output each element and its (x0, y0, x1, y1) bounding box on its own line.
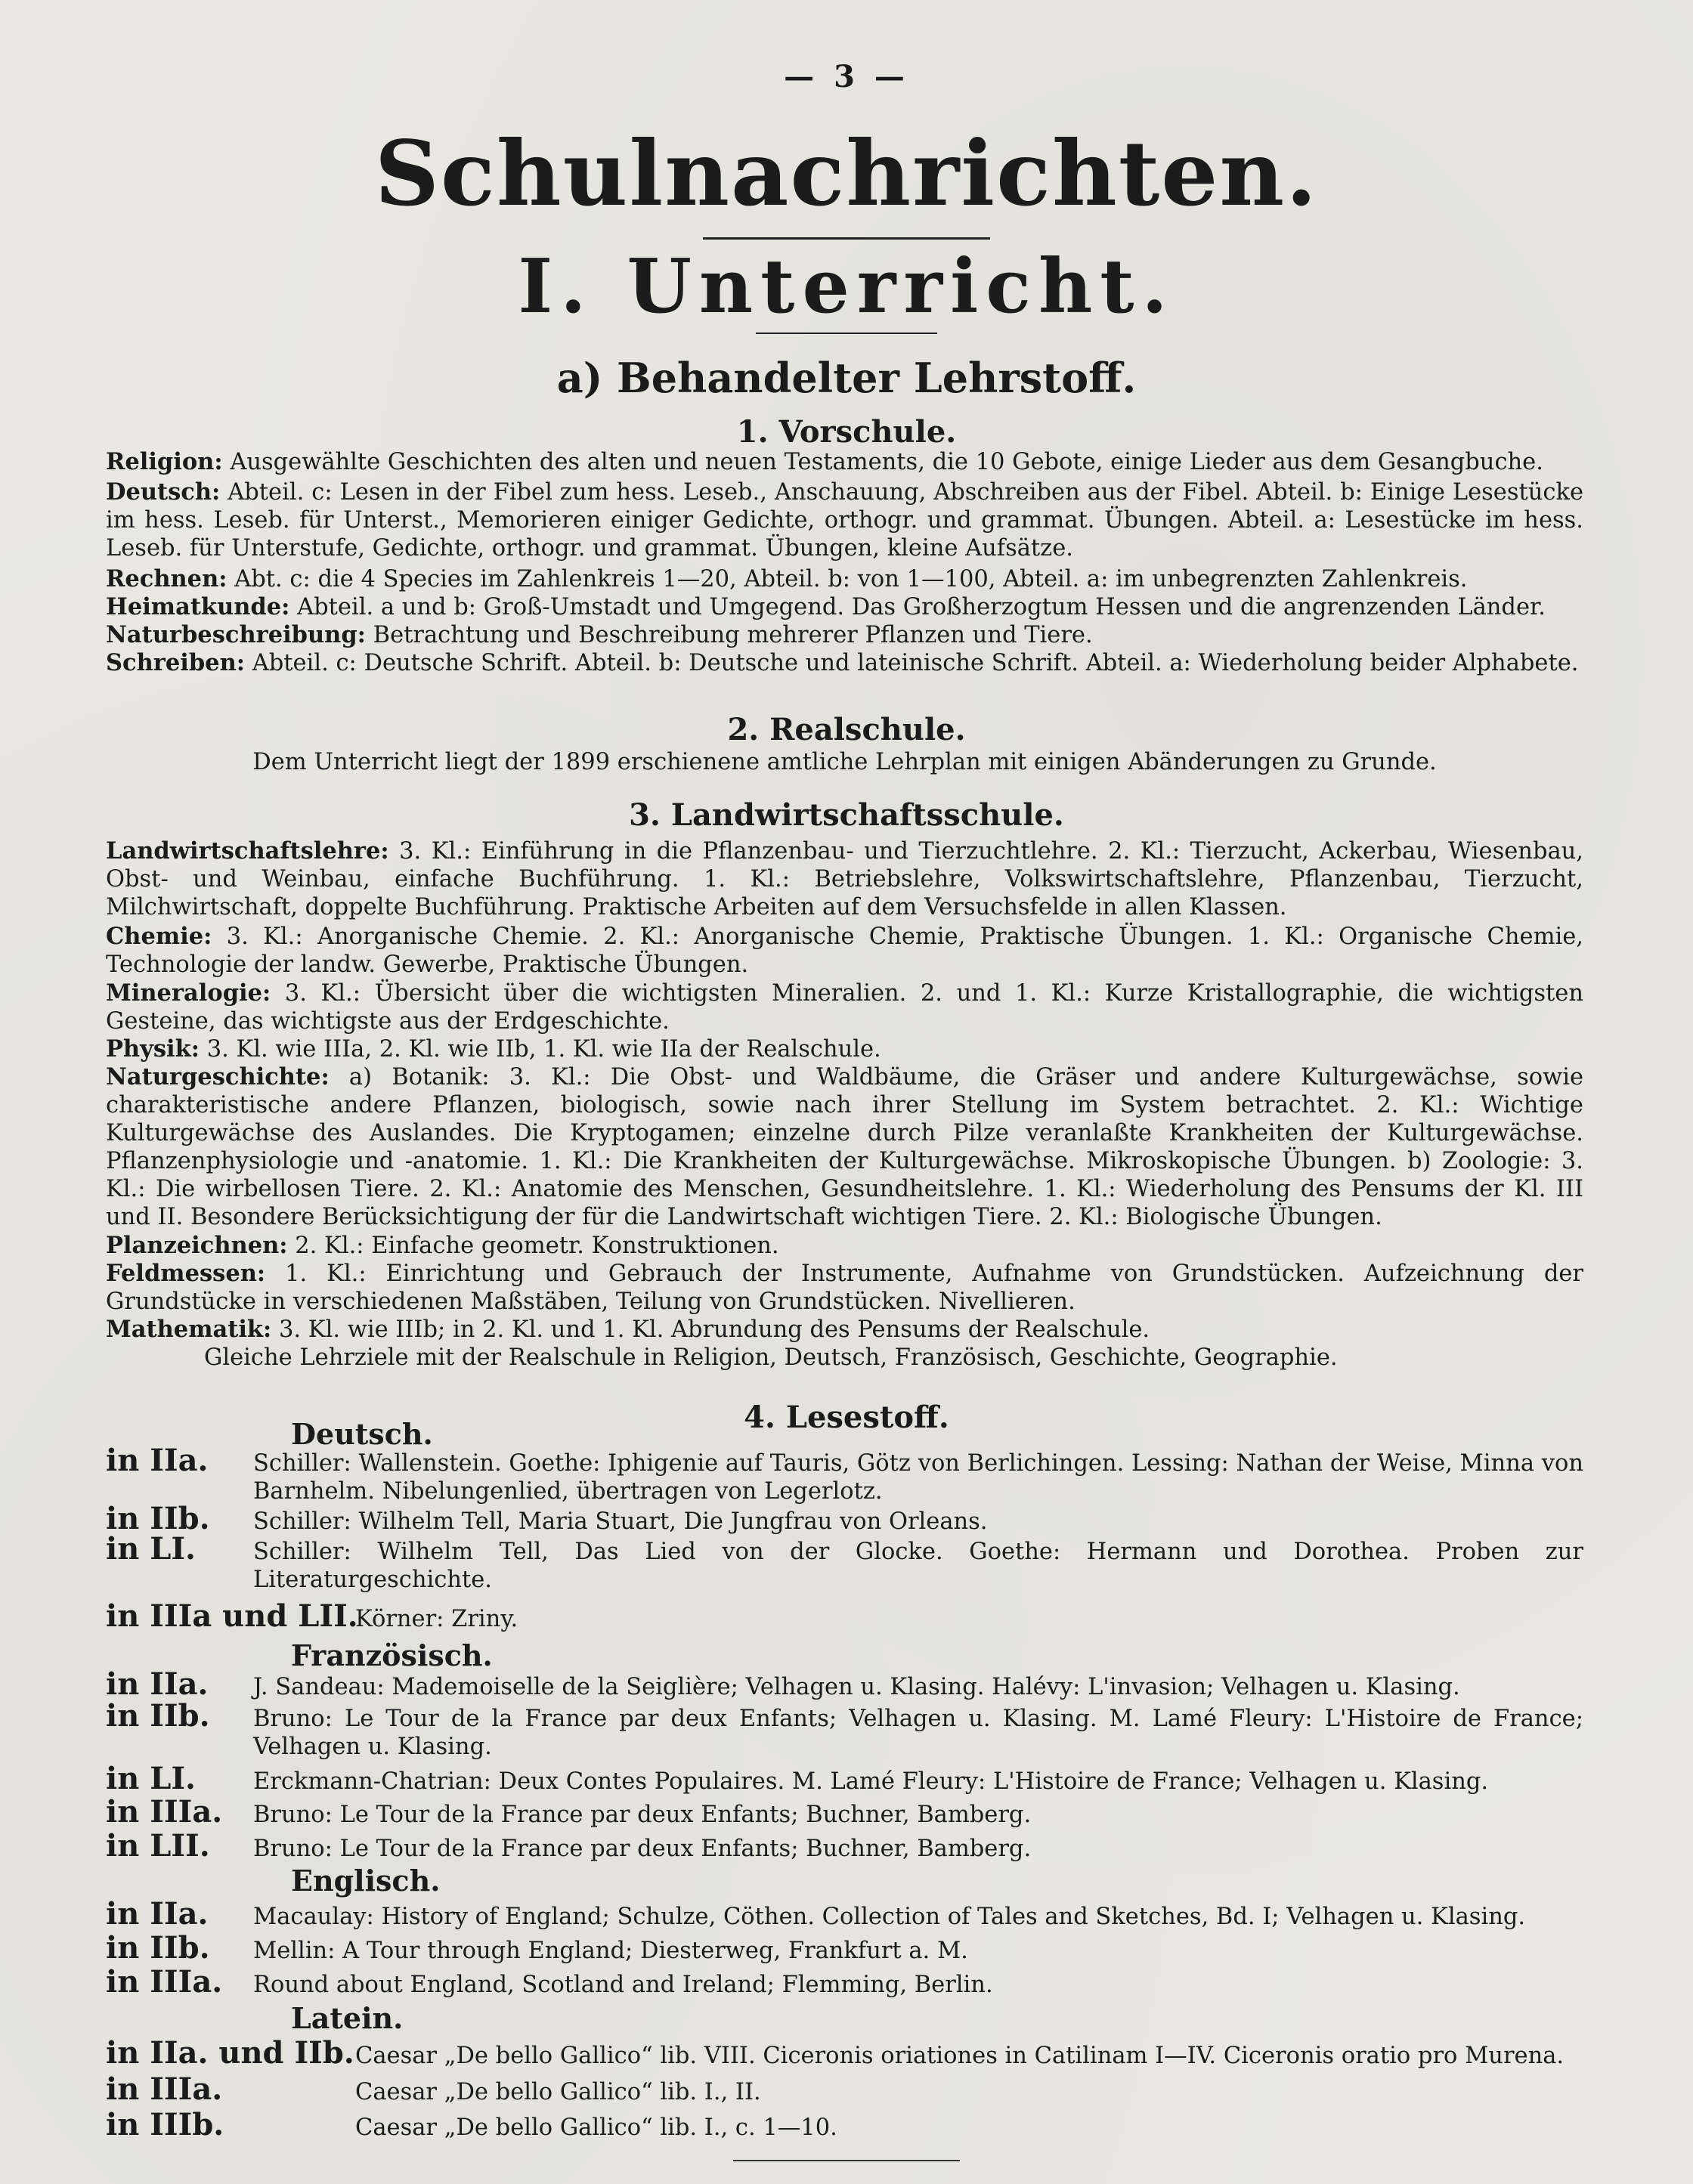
subject-text: Betrachtung und Beschreibung mehrerer Pflanzen und Tiere. (373, 622, 1093, 648)
subject-text: a) Botanik: 3. Kl.: Die Obst- und Waldbäume, die Gräser und andere Kulturgewächse, sowie charakteristische andere Pflanzen, biologisch, sowie nach ihrer Stellung im System betrachtet. 2. Kl.: Wichtige Kulturgewächse des Auslandes. Die Kryptogamen; einzelne durch Pilze veranlaßte Krankheiten der Kulturgewächse. Pflanzenphysiologie und -anatomie. 1. Kl.: Die Krankheiten der Kulturgewächse. Mikroskopische Übungen. b) Zoologie: 3. Kl.: Die wirbellosen Tiere. 2. Kl.: Anatomie des Menschen, Gesundheitslehre. 1. Kl.: Wiederholung des Pensums der Kl. III und II. Besondere Berücksichtigung der für die Landwirtschaft wichtigen Tiere. 2. Kl.: Biologische Übungen. (106, 1064, 1583, 1230)
subject-text: 3. Kl.: Anorganische Chemie. 2. Kl.: Anorganische Chemie, Praktische Übungen. 1. Kl.: Organische Chemie, Technologie der landw. Gewerbe, Praktische Übungen. (106, 923, 1583, 978)
subject-label: Mathematik: (106, 1316, 272, 1343)
lesestoff-franzoesisch-heading: Französisch. (291, 1638, 493, 1672)
subject-text: 1. Kl.: Einrichtung und Gebrauch der Instrumente, Aufnahme von Grundstücken. Aufzeichnung der Grundstücke in verschiedenen Maßstäben, Teilung von Grundstücken. Nivellieren. (106, 1261, 1583, 1315)
reading-text: Körner: Zriny. (355, 1606, 518, 1632)
reading-text: Bruno: Le Tour de la France par deux Enfants; Buchner, Bamberg. (253, 1802, 1032, 1828)
vorschule-rechnen (106, 565, 1583, 593)
class-label: in IIIa und LII. (106, 1598, 358, 1634)
subject-label: Feldmessen: (106, 1260, 266, 1287)
section-ornament (756, 333, 937, 334)
class-label: in IIIa. (106, 1964, 223, 2000)
reading-text: Bruno: Le Tour de la France par deux Enfants; Buchner, Bamberg. (253, 1836, 1032, 1862)
subject-label: Physik: (106, 1035, 200, 1063)
class-label: in IIIb. (106, 2107, 224, 2142)
lesestoff-deutsch-heading: Deutsch. (291, 1417, 433, 1451)
reading-text: Caesar „De bello Gallico“ lib. VIII. Ciceronis oriationes in Catilinam I—IV. Ciceronis oratio pro Murena. (355, 2043, 1565, 2069)
subject-label: Deutsch: (106, 478, 221, 506)
lw-planzeichnen (106, 1232, 1583, 1260)
subject-label: Religion: (106, 448, 223, 475)
subject-text: Abteil. c: Lesen in der Fibel zum hess. Leseb., Anschauung, Abschreiben aus der Fibel. Abteil. b: Einige Lesestücke im hess. Leseb. für Unterst., Memorieren einiger Gedichte, orthogr. und grammat. Übungen. Abteil. a: Lesestücke im hess. Leseb. für Unterstufe, Gedichte, orthogr. und grammat. Übungen, kleine Aufsätze. (106, 479, 1583, 561)
bottom-rule (733, 2160, 960, 2161)
lw-chemie (106, 923, 1583, 979)
subject-text: Abteil. a und b: Groß-Umstadt und Umgegend. Das Großherzogtum Hessen und die angrenzenden Länder. (297, 594, 1546, 620)
subsection-heading: a) Behandelter Lehrstoff. (556, 354, 1137, 402)
lesestoff-latein-heading: Latein. (291, 2001, 404, 2035)
subject-label: Naturbeschreibung: (106, 621, 366, 648)
vorschule-heimatkunde (106, 593, 1583, 621)
class-label: in IIa. (106, 1443, 209, 1478)
class-label: in LI. (106, 1531, 196, 1567)
class-label: in LI. (106, 1761, 196, 1796)
reading-text: Macaulay: History of England; Schulze, Cöthen. Collection of Tales and Sketches, Bd. I; Velhagen u. Klasing. (253, 1904, 1526, 1930)
class-label: in LII. (106, 1828, 210, 1864)
subject-label: Chemie: (106, 923, 212, 950)
subject-text: Ausgewählte Geschichten des alten und neuen Testaments, die 10 Gebote, einige Lieder aus dem Gesangbuche. (230, 449, 1543, 475)
lw-feldmessen (106, 1260, 1583, 1316)
reading-text: Round about England, Scotland and Ireland; Flemming, Berlin. (253, 1972, 993, 1998)
reading-text: Schiller: Wallenstein. Goethe: Iphigenie auf Tauris, Götz von Berlichingen. Lessing: Nathan der Weise, Minna von Barnhelm. Nibelungenlied, übertragen von Legerlotz. (253, 1450, 1583, 1505)
realschule-heading: 2. Realschule. (727, 712, 966, 747)
class-label: in IIb. (106, 1698, 210, 1734)
reading-text: Erckmann-Chatrian: Deux Contes Populaires. M. Lamé Fleury: L'Histoire de France; Velhagen u. Klasing. (253, 1768, 1489, 1795)
vorschule-heading: 1. Vorschule. (736, 414, 957, 450)
vorschule-religion (106, 448, 1583, 476)
title-ornament (703, 237, 990, 240)
reading-text: Bruno: Le Tour de la France par deux Enfants; Velhagen u. Klasing. M. Lamé Fleury: L'Histoire de France; Velhagen u. Klasing. (253, 1706, 1583, 1760)
lw-landwirtschaftslehre (106, 837, 1583, 921)
class-label: in IIb. (106, 1930, 210, 1966)
reading-text: Schiller: Wilhelm Tell, Maria Stuart, Die Jungfrau von Orleans. (253, 1508, 988, 1535)
subject-label: Rechnen: (106, 565, 227, 592)
class-label: in IIa. (106, 1896, 209, 1932)
subject-label: Naturgeschichte: (106, 1063, 330, 1090)
subject-text: 2. Kl.: Einfache geometr. Konstruktionen. (295, 1233, 779, 1259)
subject-text: Abteil. c: Deutsche Schrift. Abteil. b: Deutsche und lateinische Schrift. Abteil. a: Wiederholung beider Alphabete. (252, 650, 1579, 676)
subject-text: 3. Kl.: Übersicht über die wichtigsten Mineralien. 2. und 1. Kl.: Kurze Kristallographie, die wichtigsten Gesteine, das wichtigste aus der Erdgeschichte. (106, 980, 1583, 1035)
vorschule-deutsch (106, 478, 1583, 562)
subject-label: Schreiben: (106, 649, 245, 676)
lesestoff-heading: 4. Lesestoff. (744, 1400, 949, 1435)
class-label: in IIIa. (106, 2071, 223, 2107)
subject-label: Planzeichnen: (106, 1232, 288, 1259)
subject-text: Abt. c: die 4 Species im Zahlenkreis 1—20, Abteil. b: von 1—100, Abteil. a: im unbegrenzten Zahlenkreis. (234, 566, 1468, 592)
subject-label: Heimatkunde: (106, 593, 290, 620)
reading-text: J. Sandeau: Mademoiselle de la Seiglière; Velhagen u. Klasing. Halévy: L'invasion; Velhagen u. Klasing. (253, 1674, 1460, 1700)
class-label: in IIb. (106, 1501, 210, 1536)
reading-text: Mellin: A Tour through England; Diesterweg, Frankfurt a. M. (253, 1938, 968, 1964)
class-label: in IIa. und IIb. (106, 2035, 354, 2071)
landwirtschaftsschule-heading: 3. Landwirtschaftsschule. (629, 797, 1064, 833)
lw-naturgeschichte (106, 1063, 1583, 1231)
page-title: Schulnachrichten. (374, 121, 1319, 226)
reading-text: Schiller: Wilhelm Tell, Das Lied von der Glocke. Goethe: Hermann und Dorothea. Proben zur Literaturgeschichte. (253, 1539, 1583, 1593)
realschule-text: Dem Unterricht liegt der 1899 erschienene amtliche Lehrplan mit einigen Abänderungen zu Grunde. (252, 749, 1437, 775)
reading-text: Caesar „De bello Gallico“ lib. I., II. (355, 2079, 761, 2105)
lw-mathematik (106, 1316, 1583, 1344)
subject-text: 3. Kl.: Einführung in die Pflanzenbau- und Tierzuchtlehre. 2. Kl.: Tierzucht, Ackerbau, Wiesenbau, Obst- und Weinbau, einfache Buchführung. 1. Kl.: Betriebslehre, Volkswirtschaftslehre, Pflanzenbau, Tierzucht, Milchwirtschaft, doppelte Buchführung. Praktische Arbeiten auf dem Versuchsfelde in allen Klassen. (106, 838, 1583, 920)
subject-label: Landwirtschaftslehre: (106, 837, 389, 865)
class-label: in IIa. (106, 1666, 209, 1702)
reading-text: Caesar „De bello Gallico“ lib. I., c. 1—10. (355, 2114, 837, 2141)
lw-mineralogie (106, 979, 1583, 1035)
lw-physik (106, 1035, 1583, 1063)
vorschule-naturbeschreibung (106, 621, 1583, 649)
class-label: in IIIa. (106, 1794, 223, 1830)
subject-text: 3. Kl. wie IIIb; in 2. Kl. und 1. Kl. Abrundung des Pensums der Realschule. (279, 1316, 1150, 1343)
subject-text: 3. Kl. wie IIIa, 2. Kl. wie IIb, 1. Kl. wie IIa der Realschule. (206, 1036, 881, 1063)
vorschule-schreiben (106, 649, 1583, 677)
lesestoff-englisch-heading: Englisch. (291, 1864, 441, 1898)
lw-closing: Gleiche Lehrziele mit der Realschule in Religion, Deutsch, Französisch, Geschichte, Geographie. (204, 1344, 1338, 1371)
subject-label: Mineralogie: (106, 979, 271, 1007)
page-number: — 3 — (784, 59, 909, 94)
section-heading: I. Unterricht. (518, 243, 1175, 330)
